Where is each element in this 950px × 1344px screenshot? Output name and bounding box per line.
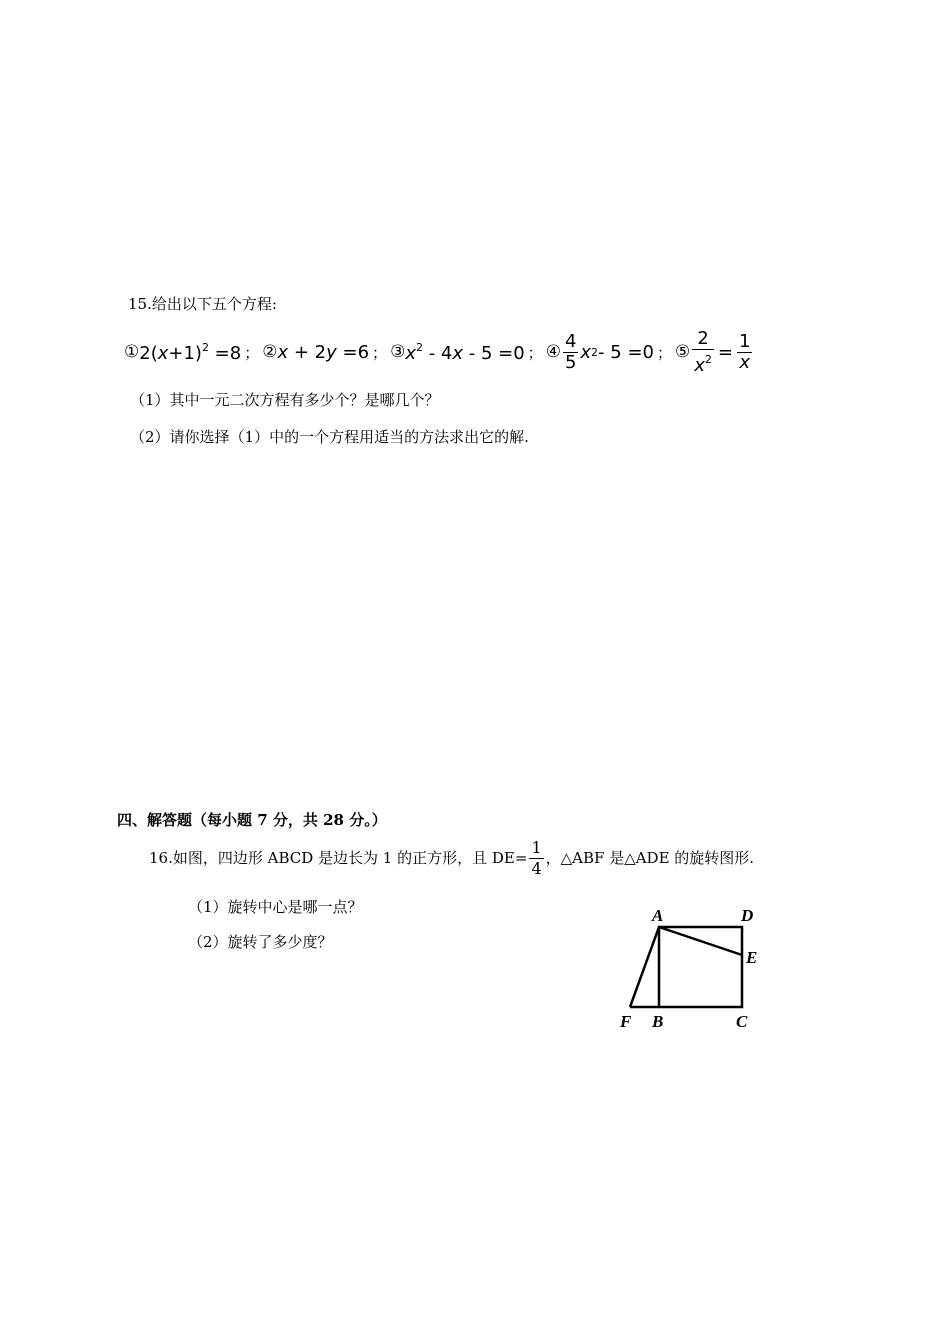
eq5: $\frac{2}{x^2}$ = $\frac{1}{x}$ [694, 327, 751, 376]
eq5-right-fraction: $\frac{1}{x}$ [739, 330, 751, 373]
q16-fraction: $\frac{1}{4}$ [531, 837, 542, 878]
segment-af [630, 927, 659, 1007]
q15-equations [124, 327, 754, 376]
eq2: x + 2y =6 [277, 341, 370, 363]
segment-ae [659, 927, 742, 955]
separator: ； [244, 343, 260, 362]
label-e: E [746, 948, 758, 967]
square-figure [610, 900, 780, 1040]
eq5-marker: ⑤ [675, 342, 691, 362]
label-f: F [620, 1012, 632, 1031]
separator: ； [372, 343, 388, 362]
eq4-fraction: $\frac{4}{5}$ [564, 330, 577, 373]
label-d: D [741, 906, 754, 925]
label-b: B [652, 1012, 664, 1031]
section-heading: 四、解答题（每小题 7 分，共 28 分。） [117, 811, 387, 829]
label-c: C [736, 1012, 748, 1031]
q15-sub1: （1）其中一元二次方程有多少个？是哪几个？ [130, 391, 440, 409]
square-abcd [659, 927, 742, 1007]
q15-sub2: （2）请你选择（1）中的一个方程用适当的方法求出它的解. [130, 428, 529, 446]
eq3: $x^2 - 4x - 5 =0$ [405, 340, 525, 364]
q16-sub2: （2）旋转了多少度？ [188, 933, 333, 951]
label-a: A [652, 906, 664, 925]
q15-title: 15.给出以下五个方程: [128, 295, 277, 313]
eq2-marker: ② [262, 342, 278, 362]
eq4: $\frac{4}{5}$ x 2 - 5 =0 [564, 330, 654, 373]
q16-sub1: （1）旋转中心是哪一点？ [188, 898, 363, 916]
separator: ； [527, 343, 543, 362]
eq4-marker: ④ [545, 342, 561, 362]
eq1: $2(x+1)^2 =8$ [139, 340, 242, 364]
q16-title: 16.如图，四边形 ABCD 是边长为 1 的正方形，且 DE= $\frac{1}{4}$ ，△ABF 是△ADE 的旋转图形. [149, 837, 755, 878]
separator: ； [656, 343, 672, 362]
eq1-marker: ① [124, 342, 140, 362]
eq3-marker: ③ [390, 342, 406, 362]
eq5-left-fraction: $\frac{2}{x^2}$ [694, 327, 712, 376]
